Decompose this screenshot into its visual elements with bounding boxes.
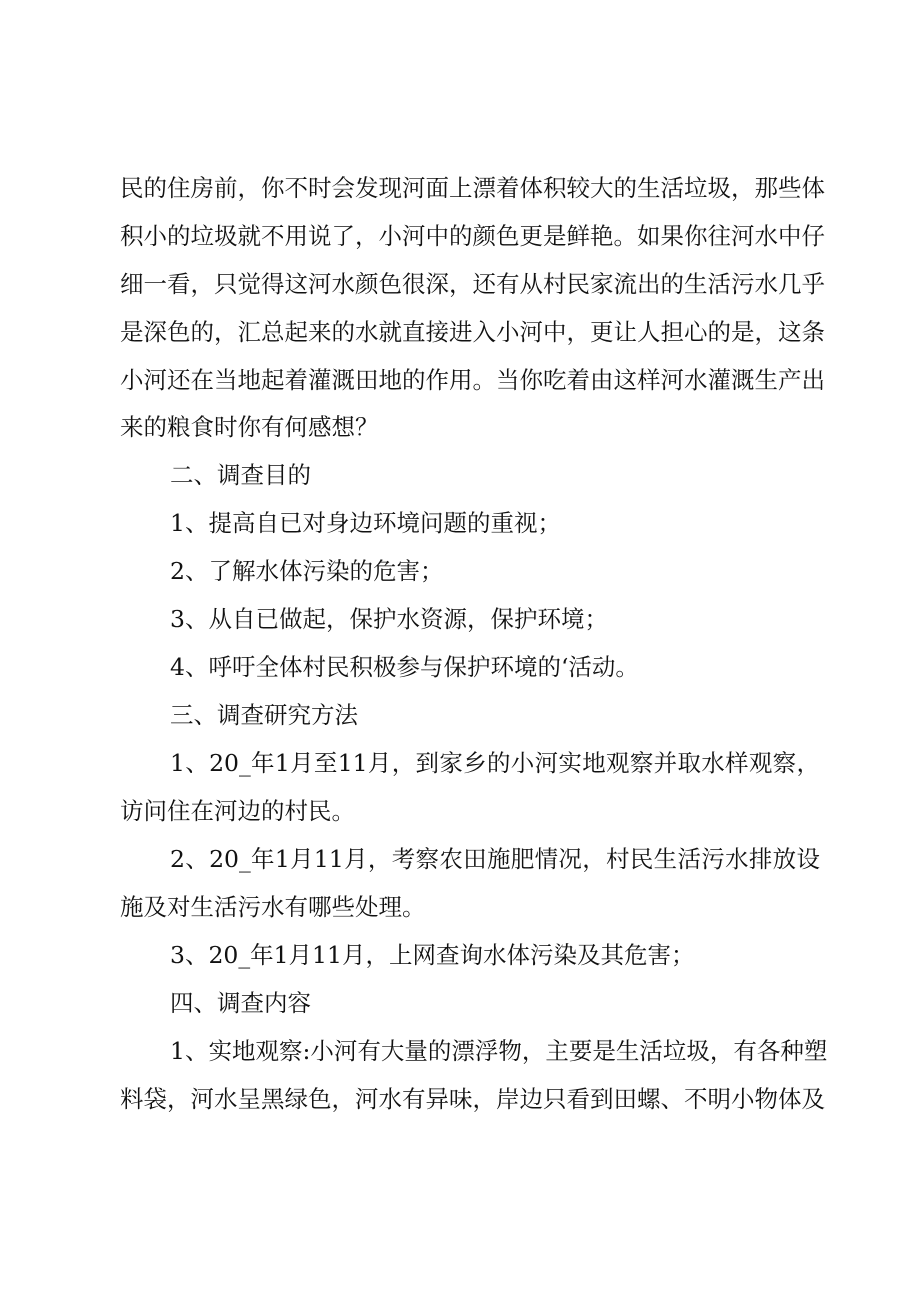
intro-line: 细一看，只觉得这河水颜色很深，还有从村民家流出的生活污水几乎 bbox=[120, 270, 825, 298]
content-item-1-line-1: 1、实地观察:小河有大量的漂浮物，主要是生活垃圾，有各种塑 bbox=[170, 1037, 828, 1065]
intro-line: 来的粮食时你有何感想？ bbox=[120, 413, 379, 441]
content-item-1-line-2: 料袋，河水呈黑绿色，河水有异味，岸边只看到田螺、不明小物体及 bbox=[120, 1085, 825, 1113]
methods-item-3: 3、20_年1月11月，上网查询水体污染及其危害； bbox=[170, 941, 695, 969]
purpose-item: 4、呼吁全体村民积极参与保护环境的‘活动。 bbox=[170, 653, 639, 681]
intro-line: 积小的垃圾就不用说了，小河中的颜色更是鲜艳。如果你往河水中仔 bbox=[120, 222, 825, 250]
methods-item-1-line-2: 访问住在河边的村民。 bbox=[120, 797, 355, 825]
purpose-heading: 二、调查目的 bbox=[170, 461, 311, 489]
purpose-item: 3、从自已做起，保护水资源，保护环境； bbox=[170, 605, 608, 633]
purpose-item: 2、了解水体污染的危害； bbox=[170, 557, 444, 585]
methods-heading: 三、调查研究方法 bbox=[170, 701, 358, 729]
methods-item-2-line-2: 施及对生活污水有哪些处理。 bbox=[120, 893, 426, 921]
intro-line: 小河还在当地起着灌溉田地的作用。当你吃着由这样河水灌溉生产出 bbox=[120, 366, 825, 394]
purpose-item: 1、提高自已对身边环境问题的重视； bbox=[170, 509, 561, 537]
intro-line: 是深色的，汇总起来的水就直接进入小河中，更让人担心的是，这条 bbox=[120, 318, 825, 346]
methods-item-1-line-1: 1、20_年1月至11月，到家乡的小河实地观察并取水样观察， bbox=[170, 749, 820, 777]
intro-line: 民的住房前，你不时会发现河面上漂着体积较大的生活垃圾，那些体 bbox=[120, 174, 825, 202]
content-heading: 四、调查内容 bbox=[170, 989, 311, 1017]
methods-item-2-line-1: 2、20_年1月11月，考察农田施肥情况，村民生活污水排放设 bbox=[170, 845, 820, 873]
